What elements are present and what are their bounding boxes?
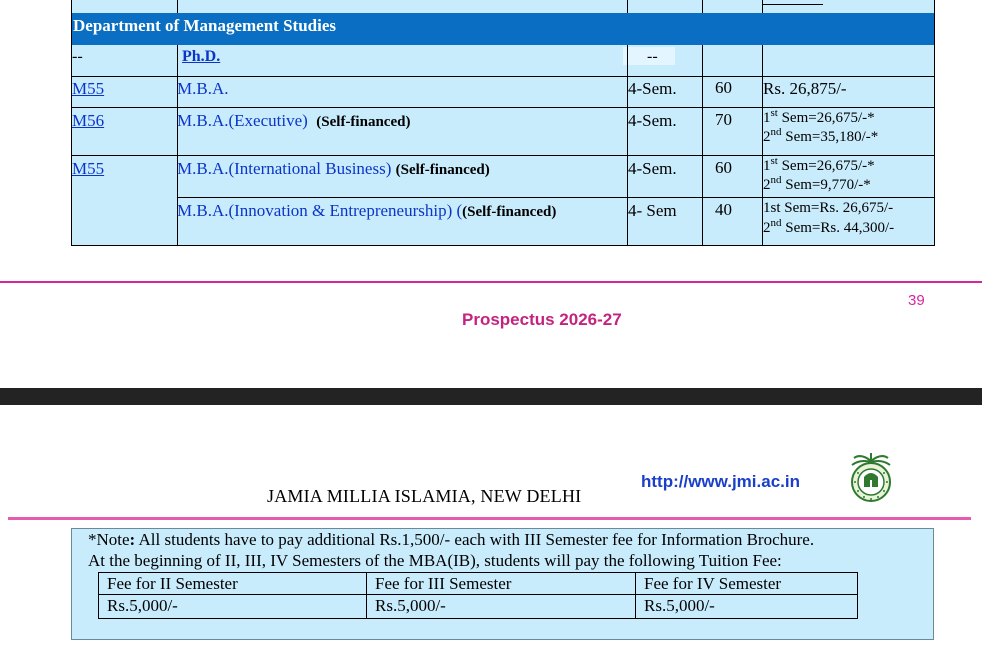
fee-first-sem: 1st Sem=26,675/-*	[763, 155, 875, 174]
seats: 70	[715, 110, 732, 129]
department-header-text: Department of Management Studies	[73, 16, 336, 35]
course-name-link[interactable]: M.B.A.(International Business)	[177, 159, 392, 178]
fee-second-sem: 2nd Sem=35,180/-*	[763, 126, 879, 145]
fee-header-iii: Fee for III Semester	[375, 574, 512, 593]
fee-second-sem: 2nd Sem=9,770/-*	[763, 174, 871, 193]
note-line-1: *Note: All students have to pay additional Rs.1,500/- each with III Semester fee for Information Brochure.	[88, 530, 815, 549]
program-fee-table: Department of Management Studies -- Ph.D. -- M55 M.B.A. 4-Sem. 60 Rs. 26,875/- M56 M.B.A.(Executive) (Self-financed) 4-Sem. 70 1st Sem=26,675/-* 2nd Sem=35,180/-* M55 M.B.A.(International Business) (Self-financed) 4-Sem. 60 1st Sem=26,675/-* 2nd Sem=9,770/-* M.B.A.(Innovation & Entrepreneurship) ((Self-financed) 4- Sem 40 1st Sem=Rs. 26,675/- 2nd Sem=Rs. 44,300/-	[71, 0, 935, 246]
fee-first-sem: 1st Sem=Rs. 26,675/-	[763, 200, 894, 216]
fee-second-sem: 2nd Sem=Rs. 44,300/-	[763, 217, 895, 236]
department-header	[71, 13, 935, 45]
university-name: JAMIA MILLIA ISLAMIA, NEW DELHI	[267, 486, 582, 506]
seats: 60	[715, 78, 732, 97]
duration: --	[647, 48, 658, 65]
fee-header-iv: Fee for IV Semester	[644, 574, 782, 593]
duration: 4-Sem.	[628, 159, 677, 178]
course-name-link[interactable]: M.B.A.(Innovation & Entrepreneurship)	[177, 201, 453, 220]
course-code-link[interactable]: M55	[72, 79, 105, 98]
header-divider	[8, 517, 971, 520]
page-number: 39	[908, 292, 925, 309]
fee: Rs. 26,875/-	[763, 79, 847, 98]
fee-value-iv: Rs.5,000/-	[644, 596, 715, 615]
self-financed-label: (Self-financed)	[462, 204, 557, 220]
course-name-link[interactable]: M.B.A.	[177, 79, 229, 98]
note-line-2: At the beginning of II, III, IV Semesters of the MBA(IB), students will pay the following Tuition Fee:	[88, 551, 782, 570]
seats: 40	[715, 200, 732, 219]
fee-value-ii: Rs.5,000/-	[107, 596, 178, 615]
course-code-link[interactable]: M56	[72, 111, 105, 130]
self-financed-label: (Self-financed)	[395, 162, 490, 178]
jmi-crest-logo	[846, 449, 896, 504]
footer-divider	[0, 281, 982, 283]
fee-value-iii: Rs.5,000/-	[375, 596, 446, 615]
seats: 60	[715, 158, 732, 177]
website-url-link[interactable]: http://www.jmi.ac.in	[641, 472, 800, 491]
duration: 4-Sem.	[628, 111, 677, 130]
self-financed-label: (Self-financed)	[316, 114, 411, 130]
note-box	[71, 528, 934, 640]
page-separator	[0, 388, 982, 405]
prospectus-label: Prospectus 2026-27	[462, 310, 622, 329]
course-code: --	[72, 48, 83, 65]
duration: 4- Sem	[628, 201, 677, 220]
course-name-link[interactable]: M.B.A.(Executive)	[177, 111, 308, 130]
course-name-link[interactable]: Ph.D.	[182, 48, 221, 65]
fee-header-ii: Fee for II Semester	[107, 574, 238, 593]
course-code-link[interactable]: M55	[72, 159, 105, 178]
fee-first-sem: 1st Sem=26,675/-*	[763, 107, 875, 126]
tuition-fee-table	[98, 572, 858, 619]
duration: 4-Sem.	[628, 79, 677, 98]
